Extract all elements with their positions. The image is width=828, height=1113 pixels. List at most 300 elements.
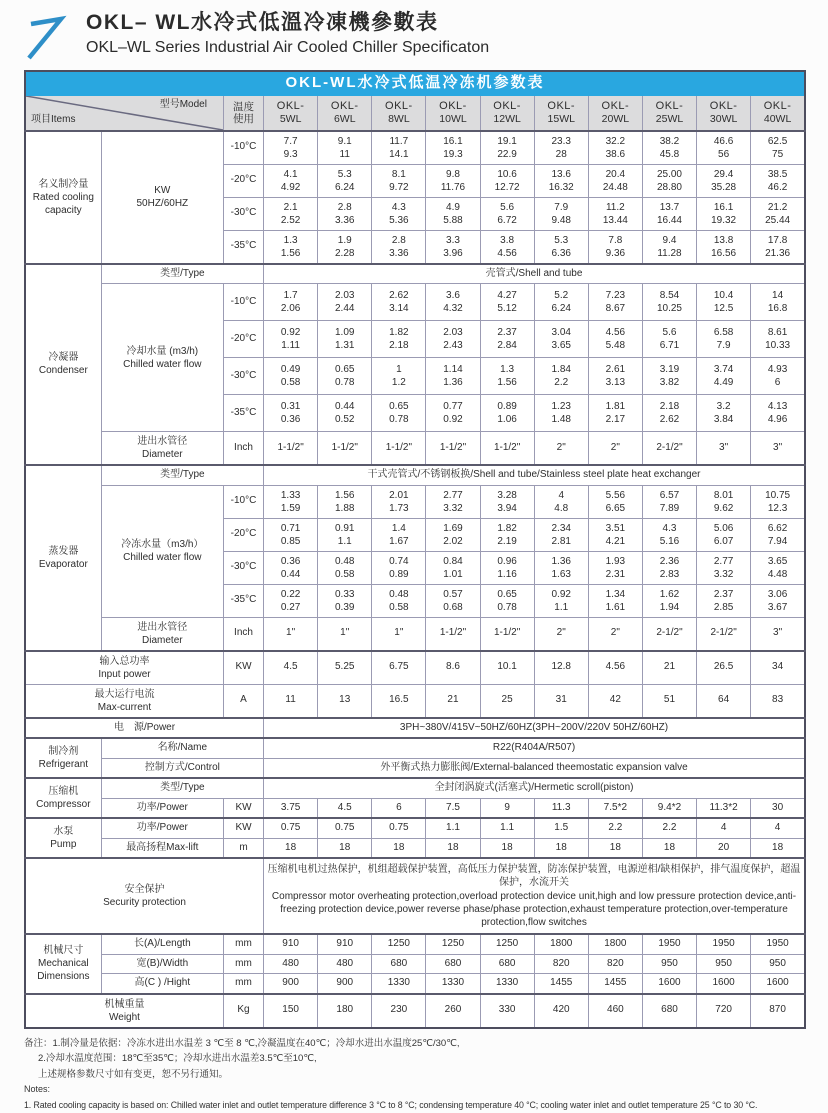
cell-evaporator-diameter-2: 1": [264, 617, 318, 651]
cell-compressor-power-8: 7.5*2: [588, 798, 642, 818]
cell-rated-cooling--20-4: 9.8 11.76: [426, 164, 480, 197]
cell-dimensions-width-8: 820: [588, 954, 642, 974]
cell-condenser-flow--35-8: 2.18 2.62: [642, 395, 696, 432]
table-row-dimensions-height: [25, 974, 805, 994]
cell-weight-3: 180: [318, 994, 372, 1028]
label-mechanical-dimensions: 机械尺寸 Mechanical Dimensions: [25, 934, 101, 994]
cell-dimensions-height-10: 1600: [697, 974, 751, 994]
column-header-model-15wl: OKL- 15WL: [534, 95, 588, 131]
cell-compressor-power-7: 11.3: [534, 798, 588, 818]
evaporator-type-value: 干式壳管式/不锈钢板换/Shell and tube/Stainless steel plate heat exchanger: [264, 465, 805, 485]
column-header-model-6wl: OKL- 6WL: [318, 95, 372, 131]
cell-dimensions-length-11: 1950: [697, 934, 751, 954]
cell-condenser-flow--10-7: 5.2 6.24: [534, 284, 588, 321]
cell-condenser-flow--20-3: 1.82 2.18: [372, 321, 426, 358]
cell-evaporator-diameter-3: 1": [318, 617, 372, 651]
cell-evaporator-flow--10-9: 6.57 7.89: [642, 485, 696, 518]
cell-dimensions-width-4: 680: [372, 954, 426, 974]
cell-dimensions-width-10: 950: [697, 954, 751, 974]
cell-evaporator-flow--10-8: 5.56 6.65: [588, 485, 642, 518]
security-protection-value: 压缩机电机过热保护，机组超载保护装置，高低压力保护装置，防冻保护装置，电源逆相/缺相保护，排气温度保护，超温保护，水流开关 Compressor motor overheating protection,overload protection device unit,high and low pressure protection device,anti-freezing protection device,power reverse phase/phase protection,exhaust temperature protection,over-temperature protection,flow switches: [264, 858, 805, 934]
label-input-power: 输入总功率 Input power: [25, 651, 223, 685]
cell-dimensions-height-6: 1330: [480, 974, 534, 994]
table-row-dimensions-width: [25, 954, 805, 974]
cell-pump-power-8: 1.5: [534, 818, 588, 838]
cell-evaporator-flow--35-0: -35°C: [223, 584, 263, 617]
cell-condenser-flow--35-5: 0.89 1.06: [480, 395, 534, 432]
cell-condenser-flow--35-7: 1.81 2.17: [588, 395, 642, 432]
label-max-current: 最大运行电流 Max-current: [25, 684, 223, 718]
label-condenser-diameter: 进出水管径 Diameter: [101, 432, 223, 466]
label-weight: 机械重量 Weight: [25, 994, 223, 1028]
cell-input-power-5: 8.6: [426, 651, 480, 685]
cell-rated-cooling--35-3: 2.8 3.36: [372, 230, 426, 264]
cell-evaporator-diameter-5: 1-1/2": [426, 617, 480, 651]
label-height: 高(C ) /Hight: [101, 974, 223, 994]
table-caption-row: [25, 71, 805, 95]
cell-rated-cooling--35-1: 1.3 1.56: [264, 230, 318, 264]
cell-input-power-7: 12.8: [534, 651, 588, 685]
cell-pump-power-4: 0.75: [318, 818, 372, 838]
cell-rated-cooling--30-4: 4.9 5.88: [426, 197, 480, 230]
cell-rated-cooling--10-5: 11.7 14.1: [372, 131, 426, 165]
cell-evaporator-flow--20-1: 0.71 0.85: [264, 518, 318, 551]
cell-condenser-flow--20-4: 2.03 2.43: [426, 321, 480, 358]
label-power-supply: 电 源/Power: [25, 718, 264, 739]
cell-evaporator-flow--10-1: -10°C: [223, 485, 263, 518]
cell-rated-cooling--35-4: 3.3 3.96: [426, 230, 480, 264]
cell-evaporator-flow--35-3: 0.48 0.58: [372, 584, 426, 617]
cell-condenser-flow--30-5: 1.3 1.56: [480, 358, 534, 395]
cell-dimensions-length-4: 910: [318, 934, 372, 954]
cell-max-current-7: 31: [534, 684, 588, 718]
cell-rated-cooling--35-9: 13.8 16.56: [697, 230, 751, 264]
label-condenser-water-flow: 冷却水量 (m3/h) Chilled water flow: [101, 284, 223, 432]
arrow-up-right-icon: [20, 10, 74, 62]
cell-weight-9: 680: [642, 994, 696, 1028]
cell-condenser-flow--20-6: 3.04 3.65: [534, 321, 588, 358]
cell-max-current-4: 16.5: [372, 684, 426, 718]
label-compressor-power: 功率/Power: [101, 798, 223, 818]
cell-pump-max-lift-2: 18: [264, 838, 318, 858]
cell-rated-cooling--20-3: 8.1 9.72: [372, 164, 426, 197]
cell-evaporator-flow--35-1: 0.22 0.27: [264, 584, 318, 617]
cell-rated-cooling--20-8: 25.00 28.80: [642, 164, 696, 197]
cell-condenser-flow--10-8: 7.23 8.67: [588, 284, 642, 321]
cell-rated-cooling--35-10: 17.8 21.36: [751, 230, 805, 264]
column-header-model-8wl: OKL- 8WL: [372, 95, 426, 131]
cell-weight-8: 460: [588, 994, 642, 1028]
cell-max-current-11: 83: [751, 684, 805, 718]
cell-rated-cooling--35-8: 9.4 11.28: [642, 230, 696, 264]
cell-pump-max-lift-11: 18: [751, 838, 805, 858]
cell-evaporator-flow--10-6: 3.28 3.94: [480, 485, 534, 518]
cell-max-current-2: 11: [264, 684, 318, 718]
cell-evaporator-flow--10-3: 1.56 1.88: [318, 485, 372, 518]
corner-header-cell: [25, 95, 223, 131]
cell-evaporator-flow--30-3: 0.74 0.89: [372, 551, 426, 584]
refrigerant-control-value: 外平衡式热力膨胀阀/External-balanced theemostatic expansion valve: [264, 758, 805, 778]
cell-rated-cooling--10-8: 23.3 28: [534, 131, 588, 165]
cell-dimensions-width-11: 950: [751, 954, 805, 974]
label-refrigerant: 制冷剂 Refrigerant: [25, 738, 101, 778]
table-row-condenser-flow--10: [25, 284, 805, 321]
label-evaporator-type: 类型/Type: [101, 465, 263, 485]
cell-pump-max-lift-8: 18: [588, 838, 642, 858]
cell-rated-cooling--10-3: 7.7 9.3: [264, 131, 318, 165]
cell-condenser-flow--30-4: 1.14 1.36: [426, 358, 480, 395]
compressor-type-value: 全封闭涡旋式(活塞式)/Hermetic scroll(piston): [264, 778, 805, 798]
cell-condenser-diameter-3: 1-1/2": [318, 432, 372, 466]
condenser-type-value: 壳管式/Shell and tube: [264, 264, 805, 284]
cell-rated-cooling--30-9: 16.1 19.32: [697, 197, 751, 230]
cell-rated-cooling--10-10: 38.2 45.8: [642, 131, 696, 165]
cell-dimensions-height-3: 900: [318, 974, 372, 994]
table-title: OKL-WL水冷式低温冷冻机参数表: [25, 71, 805, 95]
cell-condenser-diameter-4: 1-1/2": [372, 432, 426, 466]
label-compressor-type: 类型/Type: [101, 778, 263, 798]
cell-evaporator-flow--30-7: 1.93 2.31: [588, 551, 642, 584]
cell-condenser-flow--30-8: 3.19 3.82: [642, 358, 696, 395]
table-row-evaporator-type: [25, 465, 805, 485]
note-zh-2: 2.冷却水温度范围：18℃至35℃；冷却水进出水温差3.5℃至10℃,: [24, 1051, 806, 1067]
cell-input-power-8: 4.56: [588, 651, 642, 685]
cell-condenser-diameter-2: 1-1/2": [264, 432, 318, 466]
label-pump: 水泵 Pump: [25, 818, 101, 858]
table-row-pump-power: [25, 818, 805, 838]
cell-rated-cooling--10-6: 16.1 19.3: [426, 131, 480, 165]
cell-dimensions-width-5: 680: [426, 954, 480, 974]
cell-input-power-1: KW: [223, 651, 263, 685]
cell-dimensions-width-7: 820: [534, 954, 588, 974]
unit-kw-50-60hz: KW 50HZ/60HZ: [101, 131, 223, 264]
cell-evaporator-flow--10-7: 4 4.8: [534, 485, 588, 518]
page-title-en: OKL–WL Series Industrial Air Cooled Chiller Specificaton: [86, 38, 489, 58]
cell-evaporator-diameter-1: Inch: [223, 617, 263, 651]
cell-compressor-power-11: 30: [751, 798, 805, 818]
column-header-model-40wl: OKL- 40WL: [751, 95, 805, 131]
cell-condenser-flow--10-4: 2.62 3.14: [372, 284, 426, 321]
cell-condenser-flow--35-10: 4.13 4.96: [751, 395, 805, 432]
cell-pump-max-lift-4: 18: [372, 838, 426, 858]
cell-max-current-5: 21: [426, 684, 480, 718]
cell-dimensions-length-10: 1950: [642, 934, 696, 954]
cell-dimensions-length-5: 1250: [372, 934, 426, 954]
cell-pump-power-10: 2.2: [642, 818, 696, 838]
cell-rated-cooling--10-2: -10°C: [223, 131, 263, 165]
cell-rated-cooling--35-5: 3.8 4.56: [480, 230, 534, 264]
cell-compressor-power-6: 9: [480, 798, 534, 818]
cell-condenser-flow--20-0: -20°C: [223, 321, 263, 358]
cell-condenser-flow--35-9: 3.2 3.84: [697, 395, 751, 432]
cell-dimensions-height-7: 1455: [534, 974, 588, 994]
cell-condenser-flow--10-2: 1.7 2.06: [264, 284, 318, 321]
label-condenser: 冷凝器 Condenser: [25, 264, 101, 466]
cell-rated-cooling--30-10: 21.2 25.44: [751, 197, 805, 230]
cell-condenser-diameter-9: 2-1/2": [642, 432, 696, 466]
cell-condenser-flow--10-9: 8.54 10.25: [642, 284, 696, 321]
cell-rated-cooling--20-1: 4.1 4.92: [264, 164, 318, 197]
cell-evaporator-diameter-7: 2": [534, 617, 588, 651]
cell-dimensions-height-5: 1330: [426, 974, 480, 994]
cell-rated-cooling--10-12: 62.5 75: [751, 131, 805, 165]
label-refrigerant-control: 控制方式/Control: [101, 758, 263, 778]
cell-condenser-flow--35-2: 0.44 0.52: [318, 395, 372, 432]
label-compressor: 压缩机 Compressor: [25, 778, 101, 818]
cell-rated-cooling--30-7: 11.2 13.44: [588, 197, 642, 230]
cell-rated-cooling--10-9: 32.2 38.6: [588, 131, 642, 165]
cell-condenser-diameter-7: 2": [534, 432, 588, 466]
table-row-weight: [25, 994, 805, 1028]
cell-rated-cooling--30-3: 4.3 5.36: [372, 197, 426, 230]
cell-evaporator-flow--20-3: 1.4 1.67: [372, 518, 426, 551]
note-en-label: Notes:: [24, 1082, 806, 1098]
cell-condenser-flow--20-1: 0.92 1.11: [264, 321, 318, 358]
note-en-1: 1. Rated cooling capacity is based on: Chilled water inlet and outlet temperature difference 3 °C to 8 °C; condensing temperature 40 °C; cooling water inlet and outlet temperature 25 °C to 30 °C.: [24, 1098, 806, 1113]
cell-dimensions-height-11: 1600: [751, 974, 805, 994]
cell-dimensions-length-12: 1950: [751, 934, 805, 954]
cell-evaporator-flow--35-8: 1.62 1.94: [642, 584, 696, 617]
cell-weight-11: 870: [751, 994, 805, 1028]
column-header-model-20wl: OKL- 20WL: [588, 95, 642, 131]
cell-condenser-flow--35-3: 0.65 0.78: [372, 395, 426, 432]
table-row-rated-cooling--10: [25, 131, 805, 165]
page-title-zh: OKL– WL水冷式低溫冷凍機參數表: [86, 10, 489, 36]
cell-dimensions-width-2: 480: [264, 954, 318, 974]
cell-condenser-flow--10-10: 10.4 12.5: [697, 284, 751, 321]
table-row-condenser-diameter: [25, 432, 805, 466]
footnotes: [24, 1036, 806, 1113]
brand-arrow-logo: [20, 10, 74, 62]
cell-evaporator-flow--20-9: 5.06 6.07: [697, 518, 751, 551]
cell-rated-cooling--30-1: 2.1 2.52: [264, 197, 318, 230]
cell-input-power-10: 26.5: [697, 651, 751, 685]
power-supply-value: 3PH~380V/415V~50HZ/60HZ(3PH~200V/220V 50HZ/60HZ): [264, 718, 805, 739]
cell-pump-max-lift-6: 18: [480, 838, 534, 858]
cell-rated-cooling--10-7: 19.1 22.9: [480, 131, 534, 165]
cell-input-power-2: 4.5: [264, 651, 318, 685]
label-refrigerant-name: 名称/Name: [101, 738, 263, 758]
label-evaporator: 蒸发器 Evaporator: [25, 465, 101, 651]
label-security-protection: 安全保护 Security protection: [25, 858, 264, 934]
note-zh-1: 备注：1.制冷量是依据：冷冻水进出水温差 3 ℃至 8 ℃,冷凝温度在40℃；冷却水进出水温度25℃/30℃,: [24, 1036, 806, 1052]
label-pump-max-lift: 最高扬程Max-lift: [101, 838, 223, 858]
cell-max-current-8: 42: [588, 684, 642, 718]
cell-dimensions-length-9: 1800: [588, 934, 642, 954]
cell-rated-cooling--35-2: 1.9 2.28: [318, 230, 372, 264]
cell-evaporator-flow--30-0: -30°C: [223, 551, 263, 584]
cell-condenser-diameter-10: 3": [697, 432, 751, 466]
cell-condenser-flow--20-9: 6.58 7.9: [697, 321, 751, 358]
cell-condenser-diameter-6: 1-1/2": [480, 432, 534, 466]
cell-evaporator-flow--35-6: 0.92 1.1: [534, 584, 588, 617]
cell-pump-max-lift-10: 20: [697, 838, 751, 858]
cell-evaporator-flow--35-4: 0.57 0.68: [426, 584, 480, 617]
cell-pump-max-lift-5: 18: [426, 838, 480, 858]
cell-condenser-flow--35-1: 0.31 0.36: [264, 395, 318, 432]
cell-dimensions-length-7: 1250: [480, 934, 534, 954]
cell-evaporator-diameter-4: 1": [372, 617, 426, 651]
cell-rated-cooling--20-10: 38.5 46.2: [751, 164, 805, 197]
cell-condenser-flow--30-0: -30°C: [223, 358, 263, 395]
cell-evaporator-flow--20-5: 1.82 2.19: [480, 518, 534, 551]
corner-model-label: 型号Model: [160, 99, 207, 112]
cell-input-power-9: 21: [642, 651, 696, 685]
cell-pump-max-lift-7: 18: [534, 838, 588, 858]
cell-condenser-flow--30-7: 2.61 3.13: [588, 358, 642, 395]
cell-condenser-flow--10-3: 2.03 2.44: [318, 284, 372, 321]
cell-condenser-diameter-1: Inch: [223, 432, 263, 466]
cell-pump-power-2: KW: [223, 818, 263, 838]
cell-rated-cooling--30-5: 5.6 6.72: [480, 197, 534, 230]
cell-max-current-10: 64: [697, 684, 751, 718]
cell-pump-max-lift-1: m: [223, 838, 263, 858]
cell-dimensions-height-4: 1330: [372, 974, 426, 994]
cell-condenser-diameter-11: 3": [751, 432, 805, 466]
cell-input-power-6: 10.1: [480, 651, 534, 685]
cell-evaporator-flow--30-8: 2.36 2.83: [642, 551, 696, 584]
cell-evaporator-flow--35-10: 3.06 3.67: [751, 584, 805, 617]
cell-dimensions-length-6: 1250: [426, 934, 480, 954]
cell-compressor-power-9: 9.4*2: [642, 798, 696, 818]
cell-evaporator-flow--30-1: 0.36 0.44: [264, 551, 318, 584]
table-row-pump-max-lift: [25, 838, 805, 858]
cell-condenser-flow--20-2: 1.09 1.31: [318, 321, 372, 358]
table-row-dimensions-length: [25, 934, 805, 954]
page-header: [0, 0, 828, 66]
cell-pump-power-7: 1.1: [480, 818, 534, 838]
cell-evaporator-flow--10-4: 2.01 1.73: [372, 485, 426, 518]
cell-evaporator-flow--30-6: 1.36 1.63: [534, 551, 588, 584]
cell-rated-cooling--20-7: 20.4 24.48: [588, 164, 642, 197]
cell-condenser-flow--35-0: -35°C: [223, 395, 263, 432]
cell-dimensions-length-3: 910: [264, 934, 318, 954]
cell-evaporator-flow--20-6: 2.34 2.81: [534, 518, 588, 551]
cell-condenser-flow--35-4: 0.77 0.92: [426, 395, 480, 432]
cell-evaporator-diameter-8: 2": [588, 617, 642, 651]
table-row-power-supply: [25, 718, 805, 739]
table-header-row: [25, 95, 805, 131]
table-row-max-current: [25, 684, 805, 718]
cell-dimensions-height-1: mm: [223, 974, 263, 994]
table-row-compressor-type: [25, 778, 805, 798]
cell-evaporator-flow--20-0: -20°C: [223, 518, 263, 551]
cell-condenser-flow--30-3: 1 1.2: [372, 358, 426, 395]
cell-evaporator-diameter-6: 1-1/2": [480, 617, 534, 651]
cell-pump-power-11: 4: [697, 818, 751, 838]
cell-condenser-flow--30-2: 0.65 0.78: [318, 358, 372, 395]
cell-max-current-6: 25: [480, 684, 534, 718]
table-row-evaporator-diameter: [25, 617, 805, 651]
cell-condenser-flow--20-10: 8.61 10.33: [751, 321, 805, 358]
cell-rated-cooling--20-9: 29.4 35.28: [697, 164, 751, 197]
cell-input-power-11: 34: [751, 651, 805, 685]
cell-evaporator-flow--10-10: 8.01 9.62: [697, 485, 751, 518]
cell-condenser-flow--30-6: 1.84 2.2: [534, 358, 588, 395]
cell-evaporator-flow--20-8: 4.3 5.16: [642, 518, 696, 551]
cell-condenser-flow--30-1: 0.49 0.58: [264, 358, 318, 395]
cell-evaporator-flow--10-5: 2.77 3.32: [426, 485, 480, 518]
refrigerant-name-value: R22(R404A/R507): [264, 738, 805, 758]
cell-rated-cooling--35-0: -35°C: [223, 230, 263, 264]
cell-rated-cooling--20-2: 5.3 6.24: [318, 164, 372, 197]
cell-evaporator-flow--30-5: 0.96 1.16: [480, 551, 534, 584]
table-row-compressor-power: [25, 798, 805, 818]
cell-max-current-9: 51: [642, 684, 696, 718]
cell-compressor-power-10: 11.3*2: [697, 798, 751, 818]
cell-pump-power-9: 2.2: [588, 818, 642, 838]
cell-dimensions-width-1: mm: [223, 954, 263, 974]
cell-rated-cooling--30-8: 13.7 16.44: [642, 197, 696, 230]
cell-condenser-flow--10-11: 14 16.8: [751, 284, 805, 321]
table-row-refrigerant-name: [25, 738, 805, 758]
cell-condenser-flow--10-5: 3.6 4.32: [426, 284, 480, 321]
cell-evaporator-flow--30-10: 3.65 4.48: [751, 551, 805, 584]
cell-weight-4: 230: [372, 994, 426, 1028]
cell-condenser-flow--20-8: 5.6 6.71: [642, 321, 696, 358]
cell-compressor-power-5: 7.5: [426, 798, 480, 818]
cell-evaporator-diameter-10: 2-1/2": [697, 617, 751, 651]
cell-evaporator-diameter-11: 3": [751, 617, 805, 651]
cell-evaporator-flow--35-2: 0.33 0.39: [318, 584, 372, 617]
cell-condenser-diameter-8: 2": [588, 432, 642, 466]
cell-dimensions-height-2: 900: [264, 974, 318, 994]
cell-compressor-power-2: 3.75: [264, 798, 318, 818]
cell-compressor-power-1: KW: [223, 798, 263, 818]
corner-items-label: 项目Items: [31, 114, 75, 127]
cell-dimensions-height-9: 1600: [642, 974, 696, 994]
cell-rated-cooling--30-2: 2.8 3.36: [318, 197, 372, 230]
cell-evaporator-flow--30-9: 2.77 3.32: [697, 551, 751, 584]
cell-condenser-flow--35-6: 1.23 1.48: [534, 395, 588, 432]
cell-rated-cooling--35-6: 5.3 6.36: [534, 230, 588, 264]
label-pump-power: 功率/Power: [101, 818, 223, 838]
cell-weight-6: 330: [480, 994, 534, 1028]
cell-evaporator-flow--20-7: 3.51 4.21: [588, 518, 642, 551]
cell-dimensions-width-9: 950: [642, 954, 696, 974]
cell-condenser-flow--30-9: 3.74 4.49: [697, 358, 751, 395]
cell-evaporator-flow--35-5: 0.65 0.78: [480, 584, 534, 617]
cell-evaporator-flow--10-2: 1.33 1.59: [264, 485, 318, 518]
cell-dimensions-width-6: 680: [480, 954, 534, 974]
cell-weight-2: 150: [264, 994, 318, 1028]
label-evaporator-water-flow: 冷冻水量（m3/h） Chilled water flow: [101, 485, 223, 617]
cell-pump-power-12: 4: [751, 818, 805, 838]
cell-evaporator-flow--20-10: 6.62 7.94: [751, 518, 805, 551]
cell-pump-power-5: 0.75: [372, 818, 426, 838]
cell-max-current-3: 13: [318, 684, 372, 718]
cell-pump-max-lift-9: 18: [642, 838, 696, 858]
cell-rated-cooling--35-7: 7.8 9.36: [588, 230, 642, 264]
cell-weight-10: 720: [697, 994, 751, 1028]
cell-evaporator-flow--30-2: 0.48 0.58: [318, 551, 372, 584]
cell-weight-5: 260: [426, 994, 480, 1028]
cell-pump-power-3: 0.75: [264, 818, 318, 838]
cell-max-current-1: A: [223, 684, 263, 718]
table-row-condenser-type: [25, 264, 805, 284]
column-header-model-30wl: OKL- 30WL: [697, 95, 751, 131]
cell-evaporator-flow--20-4: 1.69 2.02: [426, 518, 480, 551]
column-header-model-5wl: OKL- 5WL: [264, 95, 318, 131]
label-length: 长(A)/Length: [101, 934, 223, 954]
label-width: 宽(B)/Width: [101, 954, 223, 974]
cell-dimensions-width-3: 480: [318, 954, 372, 974]
cell-dimensions-height-8: 1455: [588, 974, 642, 994]
table-row-security-protection: [25, 858, 805, 934]
cell-weight-7: 420: [534, 994, 588, 1028]
label-condenser-type: 类型/Type: [101, 264, 263, 284]
column-header-model-10wl: OKL- 10WL: [426, 95, 480, 131]
